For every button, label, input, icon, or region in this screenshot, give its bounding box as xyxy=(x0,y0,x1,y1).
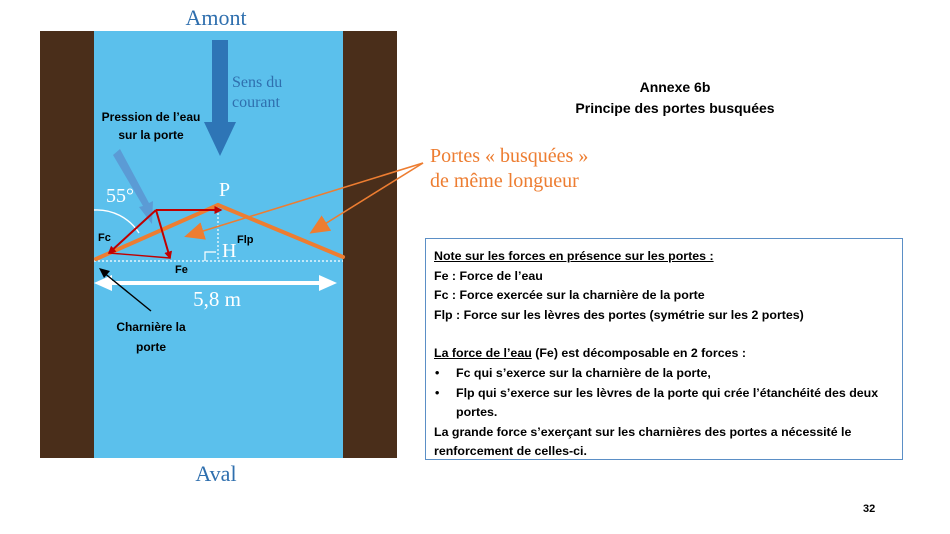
note-def-fc: Fc : Force exercée sur la charnière de la porte xyxy=(434,288,705,303)
note-bullet2-text: Flp qui s’exerce sur les lèvres de la porte qui crée l’étanchéité des deux portes. xyxy=(456,385,879,420)
force-fe-label: Fe xyxy=(175,264,188,276)
note-decomposition-rest: (Fe) est décomposable en 2 forces : xyxy=(531,346,746,361)
forces-note-box xyxy=(425,238,903,460)
hinge-label-line2: porte xyxy=(136,340,166,354)
note-bullet-list xyxy=(434,364,894,423)
note-def-fe: Fe : Force de l’eau xyxy=(434,268,543,283)
note-decomposition xyxy=(434,344,894,364)
slide-title xyxy=(540,77,810,119)
current-label-line1: Sens du xyxy=(232,74,283,91)
gates-label-line1: Portes « busquées » xyxy=(430,145,589,167)
point-p-label: P xyxy=(219,179,231,201)
note-heading: Note sur les forces en présence sur les portes : xyxy=(434,249,714,263)
right-bank xyxy=(343,31,397,458)
width-label: 5,8 m xyxy=(193,287,241,311)
note-conclusion: La grande force s’exerçant sur les charnières des portes a nécessité le renforcement de celles-ci. xyxy=(434,424,852,459)
hinge-label-line1: Charnière la xyxy=(116,320,186,334)
bullet-icon: • xyxy=(435,365,440,380)
force-fc-label: Fc xyxy=(98,232,111,244)
title-line1: Annexe 6b xyxy=(639,79,711,95)
pressure-label-line2: sur la porte xyxy=(118,128,184,142)
note-bullet-item xyxy=(434,364,894,384)
note-def-flp: Flp : Force sur les lèvres des portes (symétrie sur les 2 portes) xyxy=(434,307,804,322)
bullet-icon: • xyxy=(435,385,440,400)
force-flp-label: Flp xyxy=(237,234,254,246)
angle-label: 55° xyxy=(106,185,134,207)
gates-label-line2: de même longueur xyxy=(430,170,579,192)
page-number: 32 xyxy=(863,503,876,515)
note-bullet1-text: Fc qui s’exerce sur la charnière de la porte, xyxy=(456,365,711,380)
pressure-label-line1: Pression de l’eau xyxy=(101,110,201,124)
left-bank xyxy=(40,31,94,458)
note-decomposition-underlined: La force de l’eau xyxy=(434,346,532,361)
note-bullet-item xyxy=(434,384,894,423)
upstream-label: Amont xyxy=(185,5,247,30)
current-label-line2: courant xyxy=(232,94,280,111)
point-h-label: H xyxy=(222,240,237,262)
title-line2: Principe des portes busquées xyxy=(575,100,775,116)
downstream-label: Aval xyxy=(195,461,237,486)
